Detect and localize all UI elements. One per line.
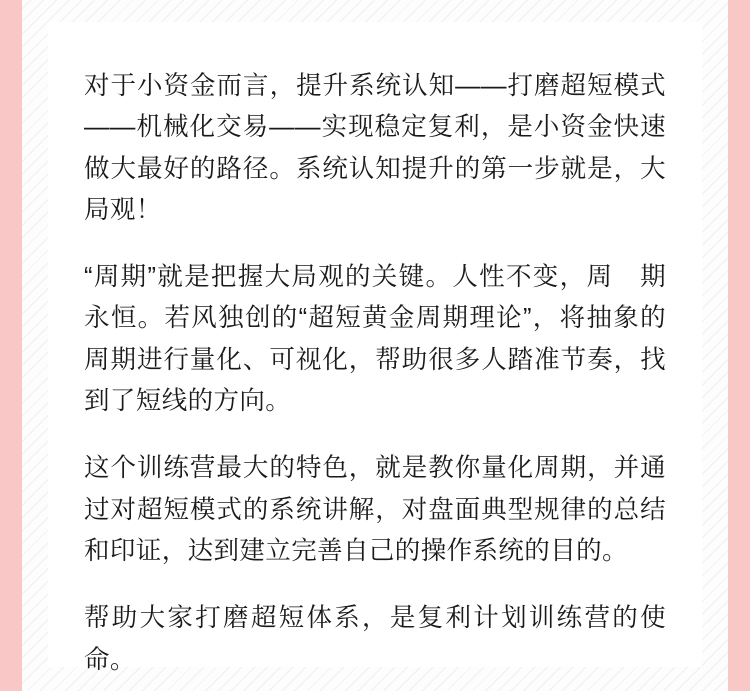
paragraph-2: “周期”就是把握大局观的关键。人性不变，周 期永恒。若风独创的“超短黄金周期理论”，将抽象的周期进行量化、可视化，帮助很多人踏准节奏，找到了短线的方向。	[84, 263, 666, 416]
content-card	[48, 22, 702, 674]
paragraph-4: 帮助大家打磨超短体系，是复利计划训练营的使命。	[84, 604, 666, 674]
paragraph-1: 对于小资金而言，提升系统认知——打磨超短模式——机械化交易——实现稳定复利，是小资金快速做大最好的路径。系统认知提升的第一步就是，大局观！	[84, 72, 666, 224]
paragraph-3: 这个训练营最大的特色，就是教你量化周期，并通过对超短模式的系统讲解，对盘面典型规律的总结和印证，达到建立完善自己的操作系统的目的。	[84, 454, 666, 565]
